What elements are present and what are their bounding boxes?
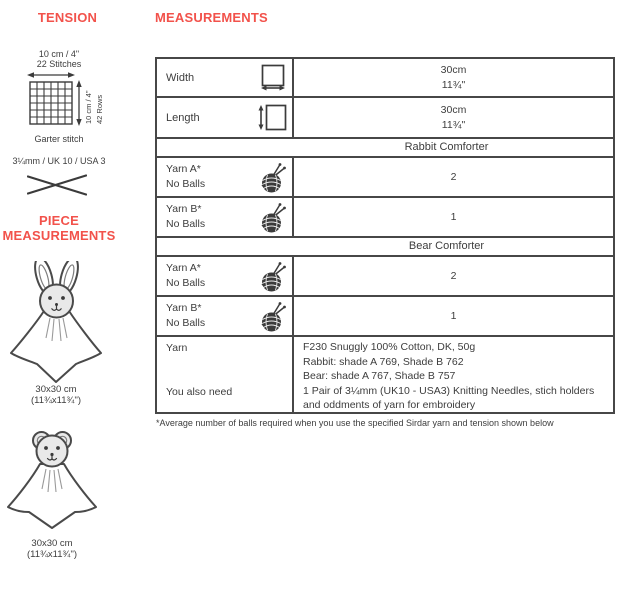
table-row-length bbox=[157, 96, 613, 137]
swatch-height-label: 10 cm / 4" bbox=[84, 90, 93, 124]
bear-section-title: Bear Comforter bbox=[408, 240, 485, 252]
length-value-inches: 11¾" bbox=[441, 118, 466, 131]
yarn-a-name: Yarn A* bbox=[166, 262, 201, 275]
width-value-cell bbox=[294, 59, 613, 96]
table-row-width bbox=[157, 59, 613, 96]
also-need-line: 1 Pair of 3¼mm (UK10 - USA3) Knitting Needles, stich holders and oddments of yarn for embroidery bbox=[303, 384, 595, 411]
table-row-yarn-details bbox=[157, 335, 613, 412]
table-footnote: *Average number of balls required when you use the specified Sirdar yarn and tension shown below bbox=[156, 418, 554, 428]
tension-heading: TENSION bbox=[37, 10, 98, 25]
bear-size-cm: 30x30 cm bbox=[31, 538, 73, 549]
swatch-stitches-label: 22 Stitches bbox=[36, 59, 82, 69]
rabbit-size-inches: (11¾x11¾") bbox=[30, 395, 82, 406]
yarn-ball-icon bbox=[258, 301, 287, 332]
yarn-b-label bbox=[166, 202, 205, 231]
yarn-b-label bbox=[166, 301, 205, 330]
yarn-b-no-balls: No Balls bbox=[166, 218, 206, 230]
yarn-a-label-cell bbox=[157, 257, 294, 295]
yarn-ball-icon bbox=[258, 202, 287, 233]
length-label: Length bbox=[166, 111, 200, 124]
yarn-a-label bbox=[166, 261, 205, 290]
width-value-cm: 30cm bbox=[440, 64, 467, 77]
row-height-arrow bbox=[76, 80, 81, 126]
width-label: Width bbox=[166, 71, 195, 84]
details-value-cell bbox=[294, 337, 613, 412]
band-spacer bbox=[157, 238, 280, 255]
yarn-b-name: Yarn B* bbox=[166, 302, 202, 315]
yarn-b-label-cell bbox=[157, 297, 294, 335]
table-row-bear-yarn-a bbox=[157, 255, 613, 295]
section-band-rabbit bbox=[157, 137, 613, 156]
width-dimension-icon bbox=[259, 64, 287, 91]
arrow-left-head bbox=[27, 72, 34, 78]
stitch-type-label: Garter stitch bbox=[34, 134, 84, 144]
yarn-ball-icon bbox=[258, 261, 287, 292]
yarn-ball-icon bbox=[258, 162, 287, 193]
rabbit-shades-line: Rabbit: shade A 769, Shade B 762 bbox=[303, 355, 464, 368]
yarn-b-value: 1 bbox=[450, 309, 457, 322]
band-spacer bbox=[157, 139, 280, 156]
yarn-a-no-balls: No Balls bbox=[166, 178, 206, 190]
table-row-rabbit-yarn-b bbox=[157, 196, 613, 236]
bear-shades-line: Bear: shade A 767, Shade B 757 bbox=[303, 370, 456, 382]
bear-size-inches: (11¾x11¾") bbox=[26, 549, 78, 560]
table-row-rabbit-yarn-a bbox=[157, 156, 613, 196]
measurements-table bbox=[155, 57, 615, 414]
yarn-a-value: 2 bbox=[450, 269, 457, 282]
swatch-rows-label: 42 Rows bbox=[95, 94, 104, 124]
yarn-a-label bbox=[166, 162, 205, 191]
rabbit-section-title: Rabbit Comforter bbox=[404, 141, 489, 153]
yarn-a-no-balls: No Balls bbox=[166, 277, 206, 289]
length-label-cell bbox=[157, 98, 294, 137]
yarn-a-label-cell bbox=[157, 158, 294, 196]
yarn-b-no-balls: No Balls bbox=[166, 317, 206, 329]
measurements-heading: MEASUREMENTS bbox=[155, 10, 268, 25]
rabbit-comforter-illustration bbox=[0, 261, 112, 383]
yarn-spec-line: F230 Snuggly 100% Cotton, DK, 50g bbox=[303, 341, 476, 353]
width-label-cell bbox=[157, 59, 294, 96]
tension-swatch-diagram bbox=[24, 71, 114, 135]
knitting-needles-icon bbox=[27, 172, 87, 198]
yarn-details-label: Yarn bbox=[166, 342, 188, 354]
section-band-bear bbox=[157, 236, 613, 255]
rabbit-size-cm: 30x30 cm bbox=[35, 384, 77, 395]
yarn-b-value: 1 bbox=[450, 210, 457, 223]
needle-size-label: 3¼mm / UK 10 / USA 3 bbox=[12, 156, 106, 166]
swatch-width-label: 10 cm / 4" bbox=[38, 49, 80, 59]
length-value-cm: 30cm bbox=[440, 104, 467, 117]
width-value-inches: 11¾" bbox=[441, 78, 466, 91]
yarn-a-name: Yarn A* bbox=[166, 163, 201, 176]
piece-measurements-heading: PIECE MEASUREMENTS bbox=[2, 213, 116, 244]
bear-comforter-illustration bbox=[0, 430, 106, 530]
yarn-b-name: Yarn B* bbox=[166, 203, 202, 216]
length-dimension-icon bbox=[257, 104, 287, 131]
swatch-grid bbox=[30, 82, 72, 124]
yarn-b-label-cell bbox=[157, 198, 294, 236]
also-need-label: You also need bbox=[166, 386, 233, 398]
details-label-cell bbox=[157, 337, 294, 412]
arrow-right-head bbox=[68, 72, 75, 78]
table-row-bear-yarn-b bbox=[157, 295, 613, 335]
yarn-a-value: 2 bbox=[450, 170, 457, 183]
length-value-cell bbox=[294, 98, 613, 137]
